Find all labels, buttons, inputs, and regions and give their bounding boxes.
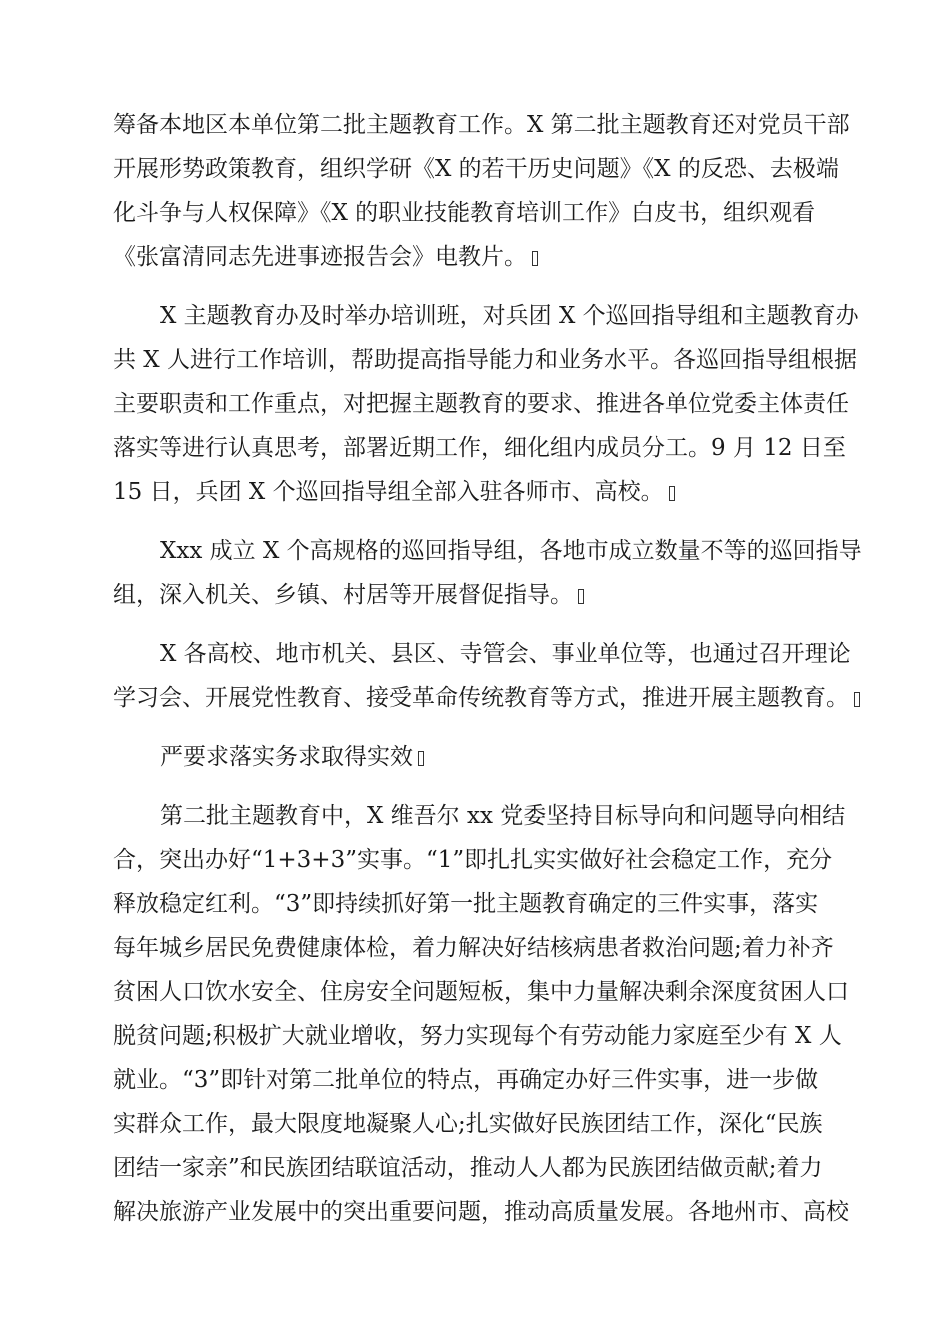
paragraph-mark-icon [532,251,538,266]
paragraph-5-line-5: 贫困人口饮水安全、住房安全问题短板，集中力量解决剩余深度贫困人口 [113,979,849,1005]
paragraph-2-line-1: X 主题教育办及时举办培训班，对兵团 X 个巡回指导组和主题教育办 [160,303,859,329]
paragraph-5-line-4: 每年城乡居民免费健康体检，着力解决好结核病患者救治问题;着力补齐 [113,935,834,961]
paragraph-mark-icon [578,589,584,604]
paragraph-4-line-2: 学习会、开展党性教育、接受革命传统教育等方式，推进开展主题教育。 [113,683,860,713]
paragraph-mark-icon [854,692,860,707]
paragraph-5-line-9: 团结一家亲”和民族团结联谊活动，推动人人都为民族团结做贡献;着力 [113,1155,823,1181]
paragraph-5-line-10: 解决旅游产业发展中的突出重要问题，推动高质量发展。各地州市、高校 [113,1199,849,1225]
paragraph-mark-icon [669,486,675,501]
paragraph-5-line-2: 合，突出办好“1+3+3”实事。“1”即扎扎实实做好社会稳定工作，充分 [113,847,833,873]
paragraph-2-line-3: 主要职责和工作重点，对把握主题教育的要求、推进各单位党委主体责任 [113,391,849,417]
paragraph-5-line-3: 释放稳定红利。“3”即持续抓好第一批主题教育确定的三件实事，落实 [113,891,819,917]
paragraph-4-line-1: X 各高校、地市机关、县区、寺管会、事业单位等，也通过召开理论 [160,641,851,667]
section-heading: 严要求落实务求取得实效 [160,742,424,772]
paragraph-5-line-1: 第二批主题教育中，X 维吾尔 xx 党委坚持目标导向和问题导向相结 [160,803,846,829]
paragraph-5-line-6: 脱贫问题;积极扩大就业增收，努力实现每个有劳动能力家庭至少有 X 人 [113,1023,842,1049]
paragraph-1-line-1: 筹备本地区本单位第二批主题教育工作。X 第二批主题教育还对党员干部 [113,112,850,138]
paragraph-1-line-2: 开展形势政策教育，组织学研《X 的若干历史问题》《X 的反恐、去极端 [113,156,839,182]
paragraph-3-line-2: 组，深入机关、乡镇、村居等开展督促指导。 [113,580,584,610]
paragraph-2-line-2: 共 X 人进行工作培训，帮助提高指导能力和业务水平。各巡回指导组根据 [113,347,857,373]
paragraph-3-line-1: Xxx 成立 X 个高规格的巡回指导组，各地市成立数量不等的巡回指导 [160,538,862,564]
paragraph-2-line-4: 落实等进行认真思考，部署近期工作，细化组内成员分工。9 月 12 日至 [113,435,846,461]
paragraph-1-line-3: 化斗争与人权保障》《X 的职业技能教育培训工作》白皮书，组织观看 [113,200,816,226]
paragraph-1-line-4: 《张富清同志先进事迹报告会》电教片。 [113,242,538,272]
paragraph-mark-icon [418,751,424,766]
paragraph-5-line-7: 就业。“3”即针对第二批单位的特点，再确定办好三件实事，进一步做 [113,1067,819,1093]
paragraph-5-line-8: 实群众工作，最大限度地凝聚人心;扎实做好民族团结工作，深化“民族 [113,1111,823,1137]
paragraph-2-line-5: 15 日，兵团 X 个巡回指导组全部入驻各师市、高校。 [113,477,675,507]
